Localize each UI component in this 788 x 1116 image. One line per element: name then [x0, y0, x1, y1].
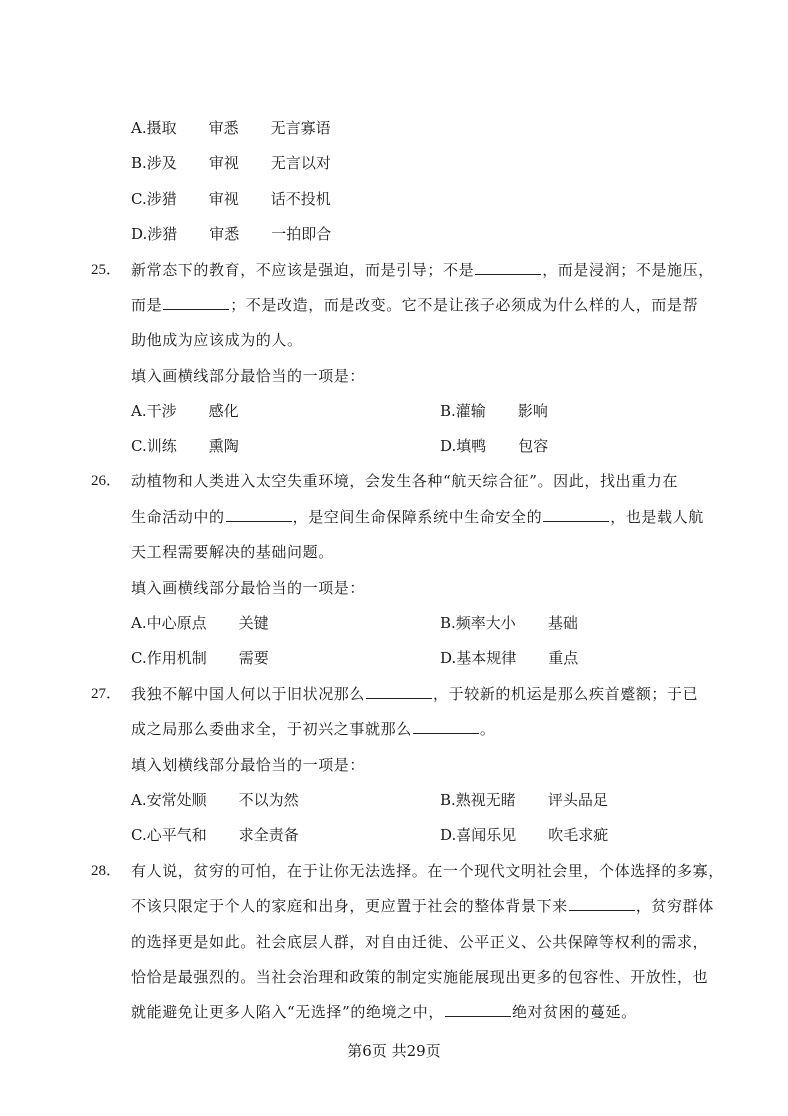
q28-line-5: 就能避免让更多人陷入“无选择”的绝境之中， 绝对贫困的蔓延。 — [131, 1003, 637, 1021]
q25-option-b: B.灌输 影响 — [440, 402, 548, 420]
prev-option-a: A.摄取 审悉 无言寡语 — [131, 119, 331, 137]
q27-option-d: D.喜闻乐见 吹毛求疵 — [440, 826, 609, 844]
question-number-28: 28． — [91, 863, 122, 879]
q26-line-3: 天工程需要解决的基础问题。 — [131, 543, 334, 561]
q26-option-c: C.作用机制 需要 — [131, 649, 269, 667]
q25-prompt: 填入画横线部分最恰当的一项是： — [131, 367, 366, 385]
q25-line-3: 助他成为应该成为的人。 — [131, 331, 303, 349]
prev-option-b: B.涉及 审视 无言以对 — [131, 154, 331, 172]
answer-blank — [543, 507, 609, 522]
page-footer: 第6页 共29页 — [347, 1042, 441, 1060]
q26-prompt: 填入画横线部分最恰当的一项是： — [131, 579, 366, 597]
answer-blank — [475, 260, 541, 275]
q27-option-c: C.心平气和 求全责备 — [131, 826, 299, 844]
q25-option-c: C.训练 熏陶 — [131, 437, 239, 455]
answer-blank — [569, 896, 635, 911]
q25-line-1: 新常态下的教育，不应该是强迫，而是引导；不是 ，而是浸润；不是施压， — [131, 261, 714, 279]
q27-line-1: 我独不解中国人何以于旧状况那么 ，于较新的机运是那么疾首蹙额；于已 — [131, 685, 699, 703]
answer-blank — [445, 1002, 511, 1017]
question-number-27: 27． — [91, 686, 122, 702]
question-number-26: 26． — [91, 473, 122, 489]
answer-blank — [413, 719, 479, 734]
q26-option-b: B.频率大小 基础 — [440, 614, 578, 632]
q28-line-3: 的选择更是如此。社会底层人群，对自由迁徙、公平正义、公共保障等权利的需求， — [131, 933, 709, 951]
q25-line-2: 而是 ；不是改造，而是改变。它不是让孩子必须成为什么样的人，而是帮 — [131, 296, 699, 314]
q27-line-2: 成之局那么委曲求全，于初兴之事就那么 。 — [131, 720, 496, 738]
q25-option-a: A.干涉 感化 — [131, 402, 239, 420]
q26-line-2: 生命活动中的 ，是空间生命保障系统中生命安全的 ，也是载人航 — [131, 508, 704, 526]
answer-blank — [226, 507, 292, 522]
prev-option-c: C.涉猎 审视 话不投机 — [131, 190, 331, 208]
q27-option-a: A.安常处顺 不以为然 — [131, 791, 299, 809]
question-number-25: 25． — [91, 262, 122, 278]
q26-option-d: D.基本规律 重点 — [440, 649, 579, 667]
q28-line-1: 有人说，贫穷的可怕，在于让你无法选择。在一个现代文明社会里，个体选择的多寡， — [131, 862, 724, 880]
q25-option-d: D.填鸭 包容 — [440, 437, 549, 455]
q27-prompt: 填入划横线部分最恰当的一项是： — [131, 756, 366, 774]
answer-blank — [163, 295, 229, 310]
q26-option-a: A.中心原点 关键 — [131, 614, 269, 632]
q28-line-2: 不该只限定于个人的家庭和出身，更应置于社会的整体背景下来 ，贫穷群体 — [131, 897, 714, 915]
q26-line-1: 动植物和人类进入太空失重环境，会发生各种“航天综合征”。因此，找出重力在 — [131, 472, 678, 490]
q27-option-b: B.熟视无睹 评头品足 — [440, 791, 608, 809]
q28-line-4: 恰恰是最强烈的。当社会治理和政策的制定实施能展现出更多的包容性、开放性，也 — [131, 968, 709, 986]
prev-option-d: D.涉猎 审悉 一拍即合 — [131, 225, 332, 243]
answer-blank — [366, 684, 432, 699]
